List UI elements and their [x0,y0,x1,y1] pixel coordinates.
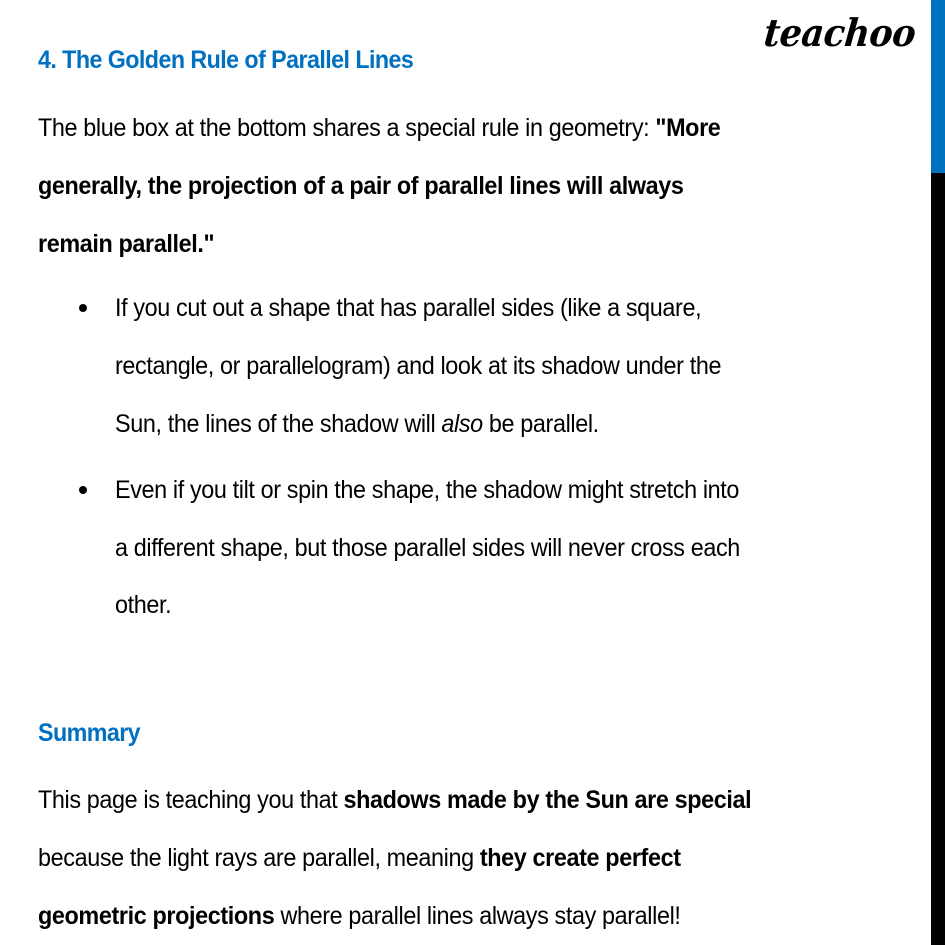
intro-text: The blue box at the bottom shares a special rule in geometry: [38,114,656,142]
summary-text: because the light rays are parallel, meaning [38,844,480,872]
bullet-1-text: Sun, the lines of the shadow will [115,410,442,438]
bullet-2-line-2: a different shape, but those parallel sides will never cross each [115,534,740,562]
bullet-1-line-2: rectangle, or parallelogram) and look at its shadow under the [115,352,722,380]
intro-line-2 [38,171,684,201]
intro-line-1 [38,113,720,143]
intro-quote: generally, the projection of a pair of parallel lines will always [38,172,684,200]
intro-quote-end: remain parallel." [38,230,215,258]
summary-text: where parallel lines always stay parallel! [274,902,681,930]
intro-line-3 [38,229,214,259]
teachoo-logo: teachoo [762,10,918,55]
summary-emphasis: they create perfect [479,844,681,872]
bullet-1-line-1: If you cut out a shape that has parallel sides (like a square, [115,294,702,322]
summary-line-2 [38,843,681,873]
bullet-2-line-1: Even if you tilt or spin the shape, the shadow might stretch into [115,476,740,504]
bullet-1-line-3 [115,409,599,439]
summary-line-1 [38,785,751,815]
section-heading: 4. The Golden Rule of Parallel Lines [38,46,414,74]
right-edge-bar [931,0,945,945]
bullet-2-line-3: other. [115,591,172,619]
right-edge-bar-accent [931,0,945,173]
bullet-1-text-end: be parallel. [482,410,599,438]
summary-line-3 [38,901,681,931]
summary-emphasis: shadows made by the Sun are special [343,786,752,814]
summary-text: This page is teaching you that [38,786,344,814]
summary-emphasis: geometric projections [38,902,275,930]
bullet-dot-icon [79,304,87,312]
bullet-1-emphasis: also [441,410,483,438]
intro-quote-start: "More [655,114,721,142]
bullet-dot-icon [79,486,87,494]
summary-heading: Summary [38,719,141,747]
